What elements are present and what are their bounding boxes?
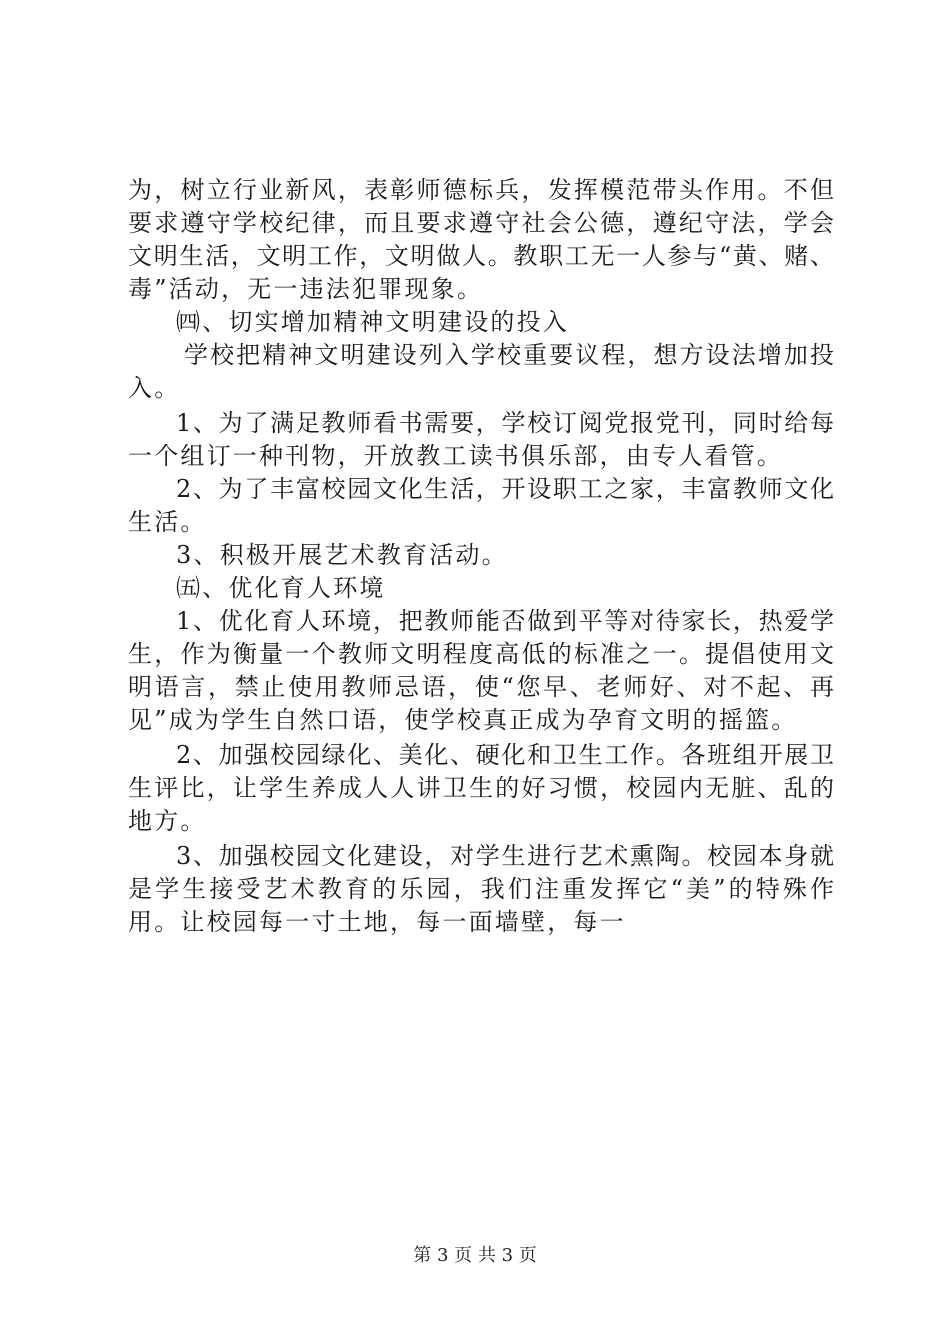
text-line: 见”成为学生自然口语，使学校真正成为孕育文明的摇篮。 <box>128 706 798 734</box>
text-line: 毒”活动，无一违法犯罪现象。 <box>128 275 484 303</box>
section-heading: ㈣、切实增加精神文明建设的投入 <box>176 308 569 336</box>
text-line: 生活。 <box>128 508 207 536</box>
document-body <box>128 174 834 939</box>
text-line: 要求遵守学校纪律，而且要求遵守社会公德，遵纪守法，学会 <box>128 209 834 237</box>
list-item-line: 2、加强校园绿化、美化、硬化和卫生工作。各班组开展卫 <box>176 741 834 769</box>
text-line: 生评比，让学生养成人人讲卫生的好习惯，校园内无脏、乱的 <box>128 774 834 802</box>
page-number-footer: 第 3 页 共 3 页 <box>413 1245 537 1266</box>
list-item-line: 2、为了丰富校园文化生活，开设职工之家，丰富教师文化 <box>176 475 834 503</box>
list-item-line: 3、加强校园文化建设，对学生进行艺术熏陶。校园本身就 <box>176 842 834 870</box>
list-item-line: 1、优化育人环境，把教师能否做到平等对待家长，热爱学 <box>176 607 834 635</box>
text-line: 是学生接受艺术教育的乐园，我们注重发挥它“美”的特殊作 <box>128 875 834 903</box>
list-item-line: 1、为了满足教师看书需要，学校订阅党报党刊，同时给每 <box>176 409 834 437</box>
section-heading: ㈤、优化育人环境 <box>176 574 386 602</box>
text-line: 一个组订一种刊物，开放教工读书俱乐部，由专人看管。 <box>128 442 783 470</box>
list-item-line: 3、积极开展艺术教育活动。 <box>176 541 508 569</box>
text-line: 入。 <box>128 374 181 402</box>
text-line: 用。让校园每一寸土地，每一面墙壁，每一 <box>128 908 626 936</box>
text-line: 生，作为衡量一个教师文明程度高低的标准之一。提倡使用文 <box>128 640 834 668</box>
text-line: 文明生活，文明工作，文明做人。教职工无一人参与“黄、赌、 <box>128 242 834 270</box>
text-line: 为，树立行业新风，表彰师德标兵，发挥模范带头作用。不但 <box>128 176 834 204</box>
text-line: 地方。 <box>128 807 207 835</box>
text-line: 学校把精神文明建设列入学校重要议程，想方设法增加投 <box>184 341 834 369</box>
text-line: 明语言，禁止使用教师忌语，使“您早、老师好、对不起、再 <box>128 673 834 701</box>
